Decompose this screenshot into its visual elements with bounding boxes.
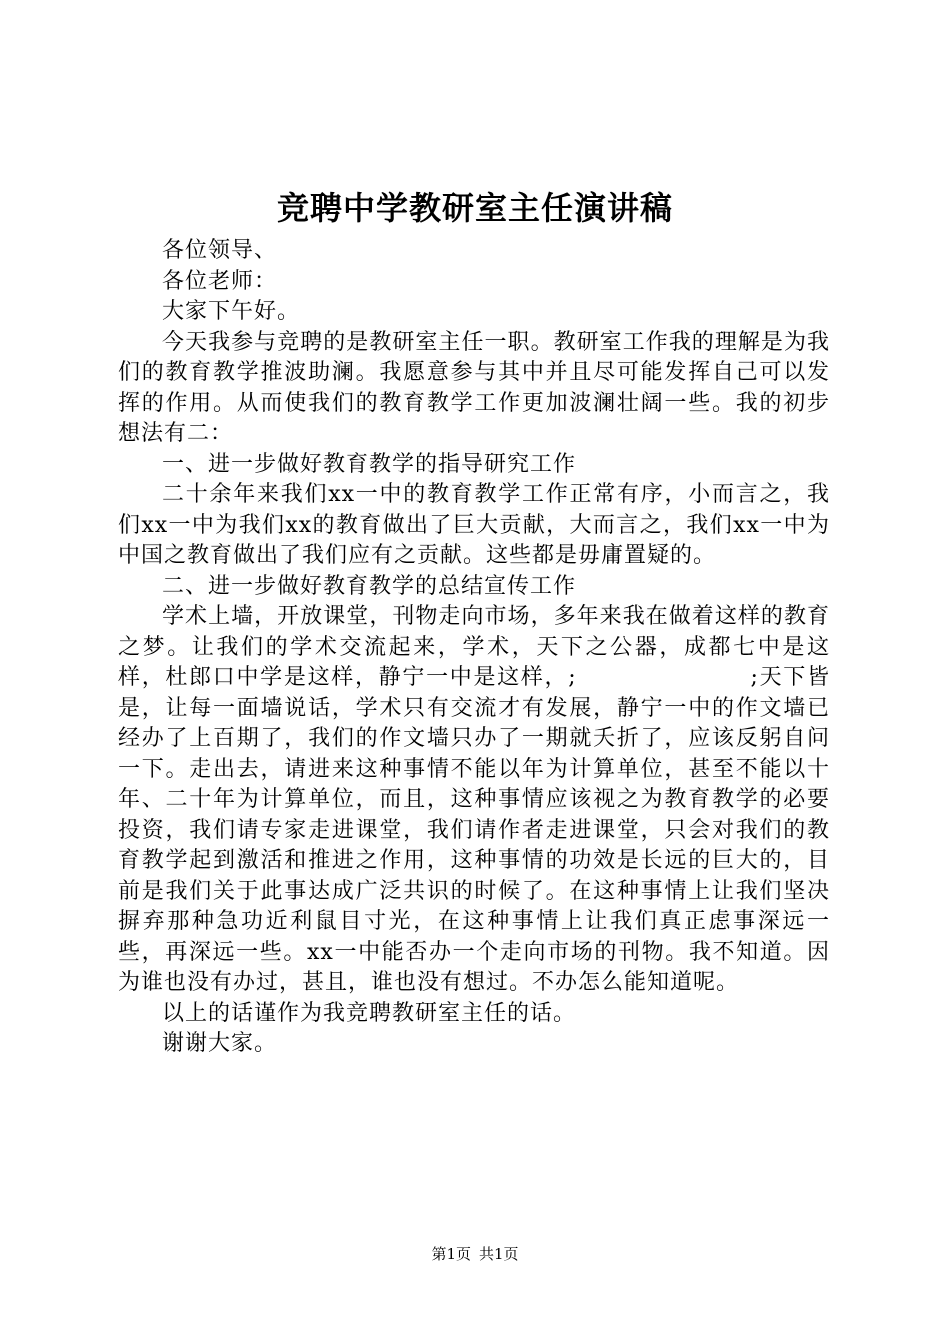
closing-paragraph: 以上的话谨作为我竞聘教研室主任的话。	[162, 1000, 577, 1026]
salutation-teachers: 各位老师：	[162, 268, 278, 294]
intro-paragraph: 今天我参与竞聘的是教研室主任一职。教研室工作我的理解是为我们的教育教学推波助澜。我愿意参与其中并且尽可能发挥自己可以发挥的作用。从而使我们的教育教学工作更加波澜壮阔一些。我的初步想法有二：	[118, 329, 830, 446]
document-body	[118, 236, 830, 1060]
page-number: 第1页	[431, 1245, 471, 1263]
section-heading-1: 一、进一步做好教育教学的指导研究工作	[162, 451, 577, 477]
page-footer	[0, 1244, 950, 1264]
page-total: 共1页	[479, 1245, 519, 1263]
document-title: 竞聘中学教研室主任演讲稿	[276, 189, 673, 227]
section-paragraph-2: 学术上墙，开放课堂，刊物走向市场，多年来我在做着这样的教育之梦。让我们的学术交流起来，学术，天下之公器，成都七中是这样，杜郎口中学是这样，静宁一中是这样，; ;天下皆是，让每一面墙说话，学术只有交流才有发展，静宁一中的作文墙已经办了上百期了，我们的作文墙只办了一期就夭折了，应该反躬自问一下。走出去，请进来这种事情不能以年为计算单位，甚至不能以十年、二十年为计算单位，而且，这种事情应该视之为教育教学的必要投资，我们请专家走进课堂，我们请作者走进课堂，只会对我们的教育教学起到激活和推进之作用，这种事情的功效是长远的巨大的，目前是我们关于此事达成广泛共识的时候了。在这种事情上让我们坚决摒弃那种急功近利鼠目寸光，在这种事情上让我们真正虑事深远一些，再深远一些。xx一中能否办一个走向市场的刊物。我不知道。因为谁也没有办过，甚且，谁也没有想过。不办怎么能知道呢。	[118, 604, 830, 995]
salutation-leaders: 各位领导、	[162, 238, 278, 263]
section-paragraph-1: 二十余年来我们xx一中的教育教学工作正常有序，小而言之，我们xx一中为我们xx的教育做出了巨大贡献，大而言之，我们xx一中为中国之教育做出了我们应有之贡献。这些都是毋庸置疑的。	[118, 482, 830, 568]
thanks-paragraph: 谢谢大家。	[162, 1031, 278, 1056]
greeting: 大家下午好。	[162, 299, 301, 324]
section-heading-2: 二、进一步做好教育教学的总结宣传工作	[162, 573, 577, 599]
